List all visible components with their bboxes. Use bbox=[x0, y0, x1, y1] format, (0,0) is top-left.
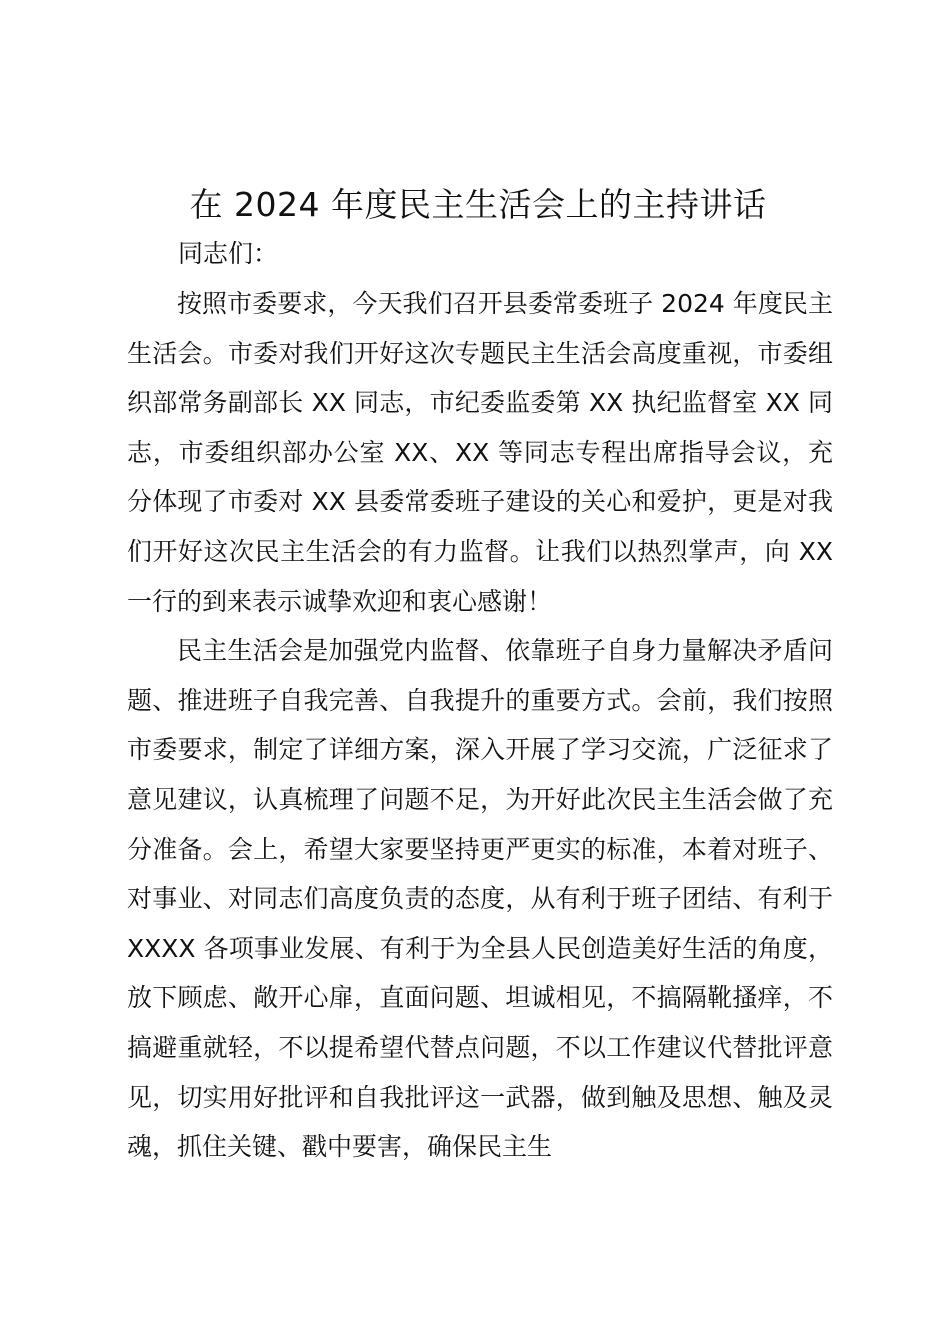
document-body bbox=[127, 279, 833, 1172]
document-title: 在 2024 年度民主生活会上的主持讲话 bbox=[189, 185, 767, 224]
paragraph-2: 民主生活会是加强党内监督、依靠班子自身力量解决矛盾问题、推进班子自我完善、自我提升的重要方式。会前，我们按照市委要求，制定了详细方案，深入开展了学习交流，广泛征求了意见建议，认真梳理了问题不足，为开好此次民主生活会做了充分准备。会上，希望大家要坚持更严更实的标准，本着对班子、对事业、对同志们高度负责的态度，从有利于班子团结、有利于 XXXX 各项事业发展、有利于为全县人民创造美好生活的角度，放下顾虑、敞开心扉，直面问题、坦诚相见，不搞隔靴搔痒，不搞避重就轻，不以提希望代替点问题，不以工作建议代替批评意见，切实用好批评和自我批评这一武器，做到触及思想、触及灵魂，抓住关键、戳中要害，确保民主生 bbox=[127, 636, 833, 1162]
greeting: 同志们： bbox=[178, 239, 279, 268]
paragraph-1: 按照市委要求，今天我们召开县委常委班子 2024 年度民主生活会。市委对我们开好这次专题民主生活会高度重视，市委组织部常务副部长 XX 同志，市纪委监委第 XX 执纪监督室 XX 同志，市委组织部办公室 XX、XX 等同志专程出席指导会议，充分体现了市委对 XX 县委常委班子建设的关心和爱护，更是对我们开好这次民主生活会的有力监督。让我们以热烈掌声，向 XX 一行的到来表示诚挚欢迎和衷心感谢！ bbox=[127, 289, 833, 616]
